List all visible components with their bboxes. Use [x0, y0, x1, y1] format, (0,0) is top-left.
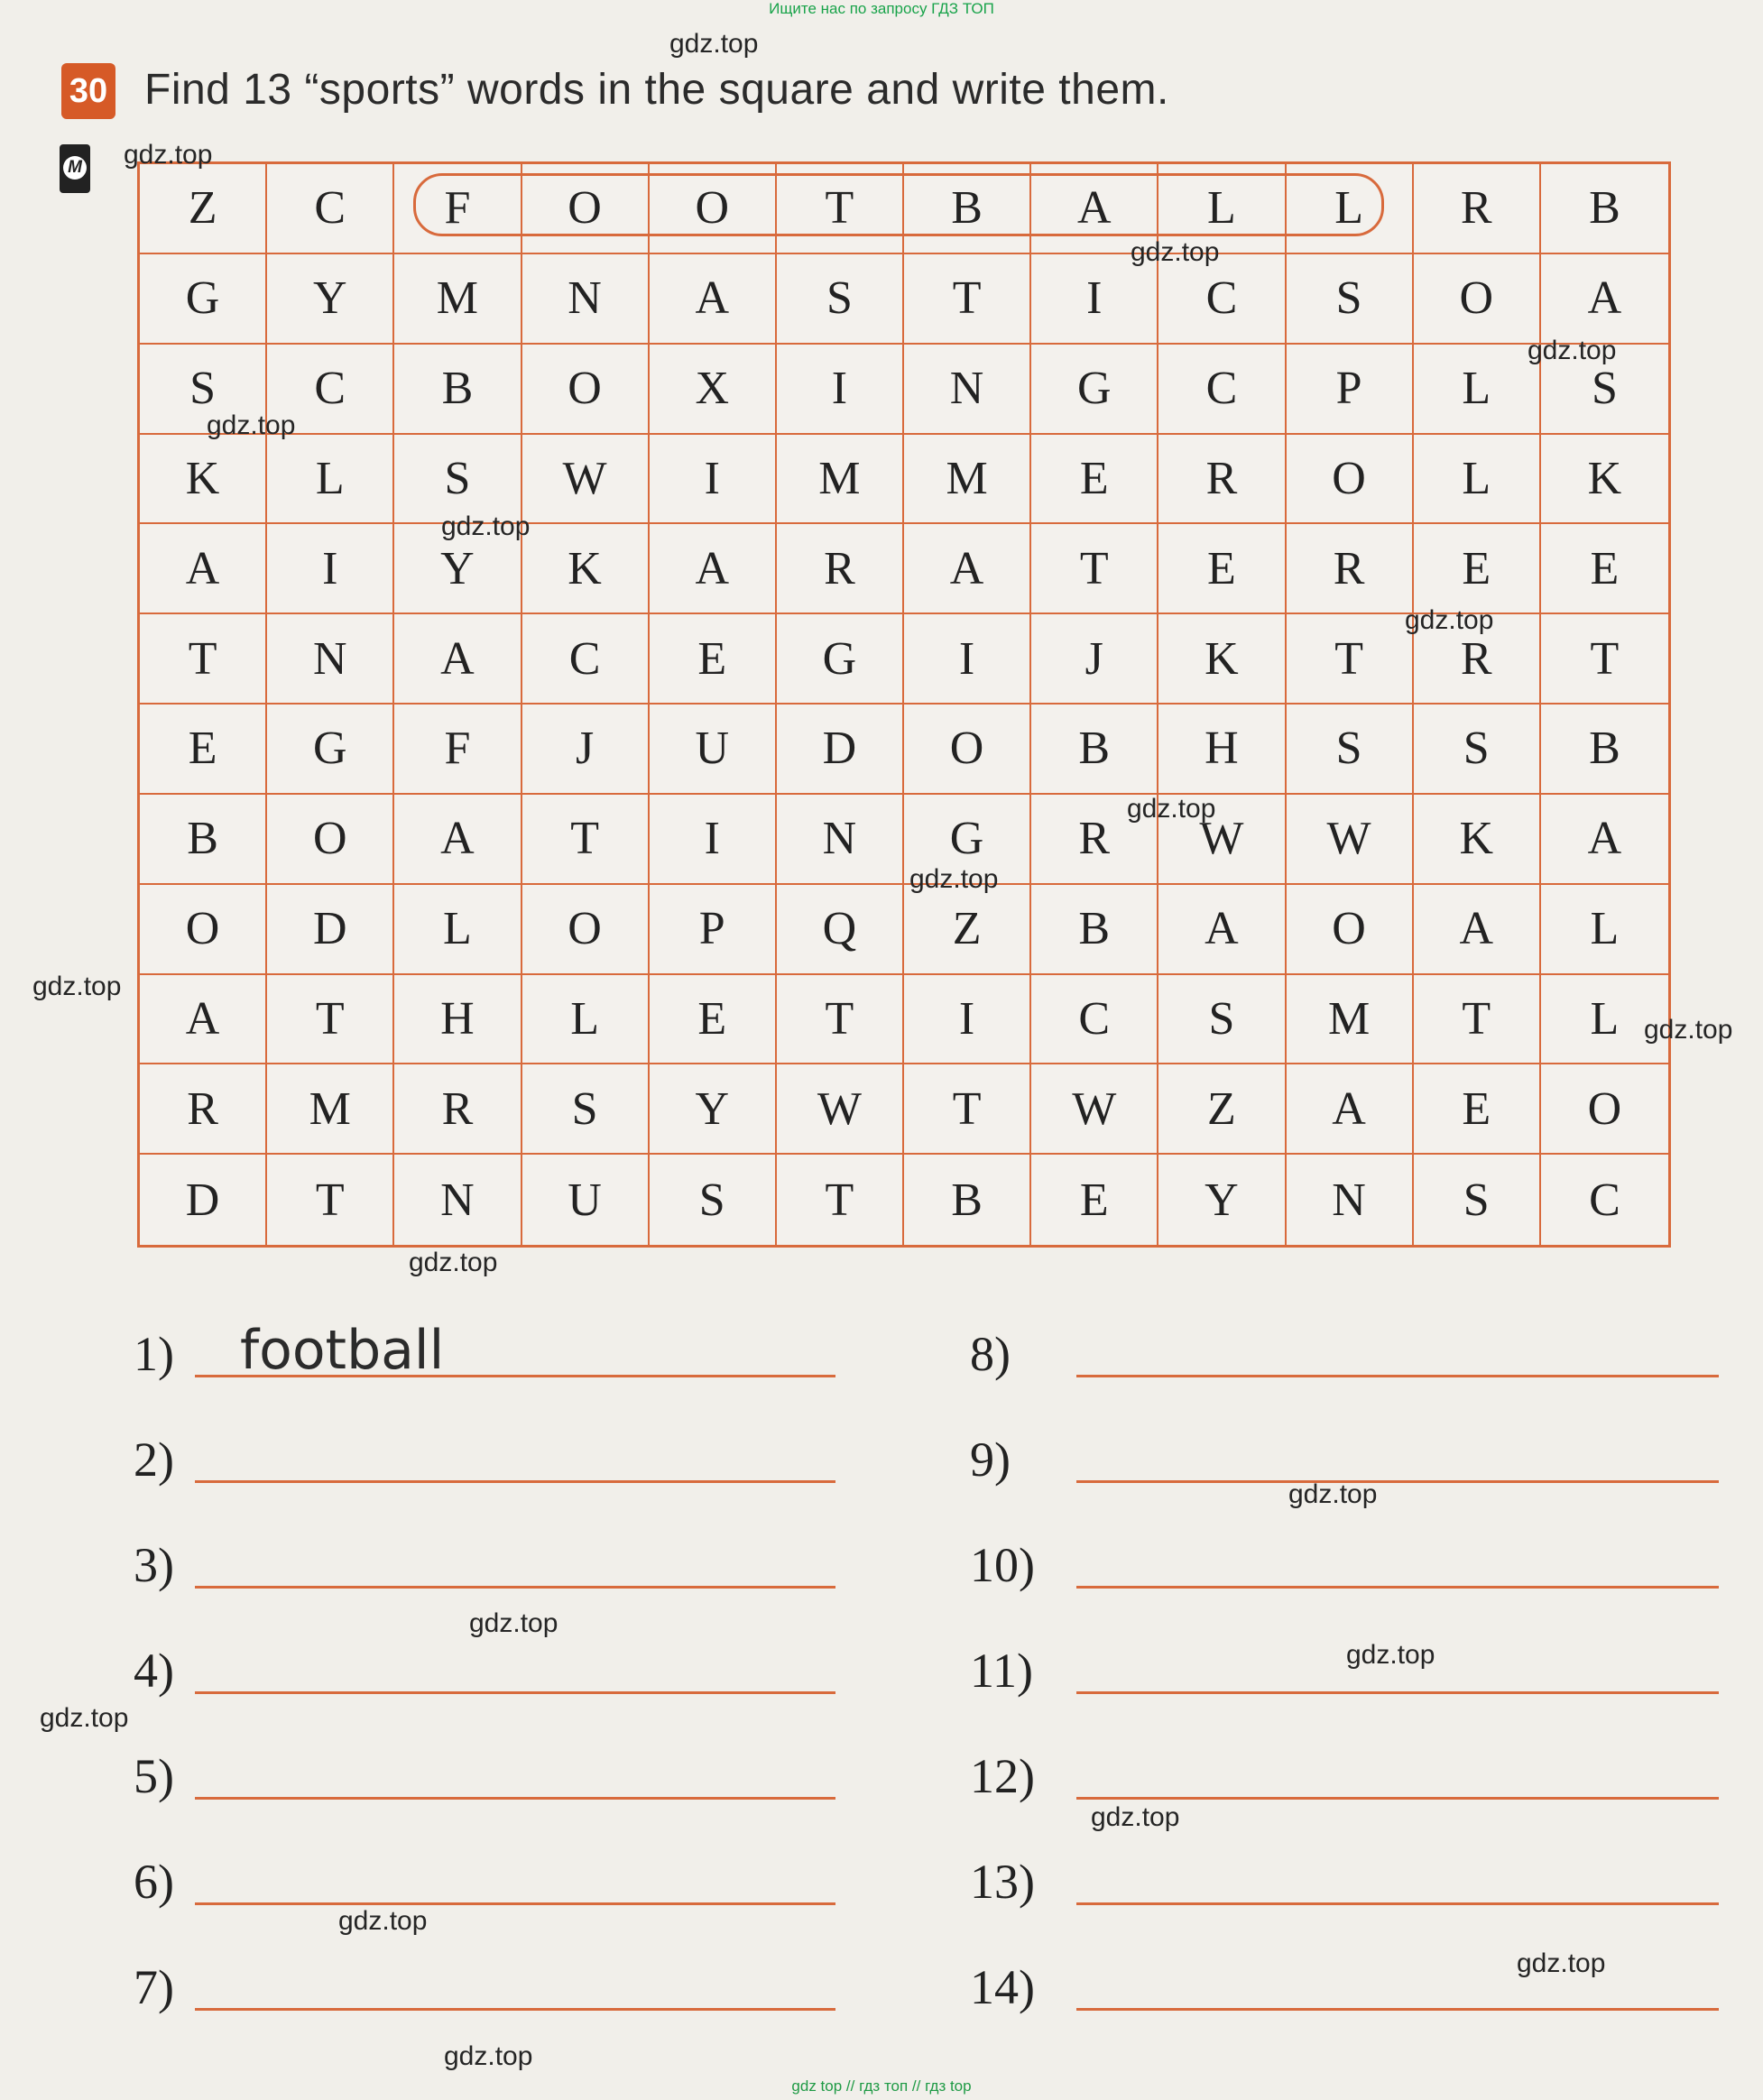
grid-cell: A	[904, 524, 1031, 614]
grid-cell: N	[394, 1155, 522, 1245]
watermark: gdz.top	[1528, 336, 1617, 365]
grid-cell: L	[394, 885, 522, 975]
answer-line[interactable]	[195, 1902, 835, 1905]
grid-cell: S	[394, 435, 522, 525]
answer-number: 12)	[970, 1749, 1035, 1803]
answer-line[interactable]	[1076, 2008, 1719, 2011]
grid-cell: L	[1158, 164, 1286, 254]
answer-line[interactable]	[1076, 1797, 1719, 1800]
watermark: gdz.top	[207, 410, 296, 440]
grid-cell: J	[522, 705, 650, 795]
answer-number: 2)	[134, 1432, 174, 1487]
answer-number: 10)	[970, 1538, 1035, 1592]
grid-cell: D	[140, 1155, 267, 1245]
grid-cell: A	[140, 524, 267, 614]
grid-cell: F	[394, 705, 522, 795]
grid-cell: A	[1541, 254, 1668, 345]
grid-cell: T	[1414, 975, 1541, 1065]
grid-cell: L	[1414, 435, 1541, 525]
bottom-note: gdz top // гдз топ // гдз top	[791, 2077, 972, 2095]
grid-cell: A	[140, 975, 267, 1065]
grid-cell: S	[650, 1155, 777, 1245]
watermark: gdz.top	[1091, 1802, 1180, 1832]
grid-cell: N	[267, 614, 394, 705]
grid-cell: T	[904, 254, 1031, 345]
grid-cell: H	[394, 975, 522, 1065]
grid-cell: K	[1414, 795, 1541, 885]
grid-cell: I	[267, 524, 394, 614]
answer-number: 8)	[970, 1327, 1011, 1381]
grid-cell: A	[1031, 164, 1158, 254]
watermark: gdz.top	[444, 2041, 533, 2071]
grid-cell: W	[777, 1064, 904, 1155]
grid-cell: M	[1287, 975, 1414, 1065]
answer-handwritten: football	[240, 1319, 445, 1382]
grid-cell: E	[1414, 1064, 1541, 1155]
grid-cell: T	[1287, 614, 1414, 705]
grid-cell: A	[1541, 795, 1668, 885]
answer-number: 7)	[134, 1960, 174, 2014]
grid-cell: N	[1287, 1155, 1414, 1245]
grid-cell: R	[1158, 435, 1286, 525]
grid-cell: M	[904, 435, 1031, 525]
grid-cell: S	[1287, 254, 1414, 345]
answer-line[interactable]	[1076, 1902, 1719, 1905]
grid-cell: I	[904, 975, 1031, 1065]
grid-cell: I	[777, 345, 904, 435]
grid-cell: S	[777, 254, 904, 345]
grid-cell: N	[522, 254, 650, 345]
grid-cell: R	[1287, 524, 1414, 614]
watermark: gdz.top	[32, 972, 122, 1001]
watermark: gdz.top	[338, 1906, 428, 1936]
exercise-instruction: Find 13 “sports” words in the square and write them.	[144, 66, 1169, 114]
word-search-grid	[137, 161, 1671, 1248]
grid-cell: A	[1158, 885, 1286, 975]
watermark: gdz.top	[1346, 1640, 1435, 1670]
grid-cell: Z	[140, 164, 267, 254]
grid-cell: O	[1287, 885, 1414, 975]
grid-cell: S	[1414, 705, 1541, 795]
grid-cell: Q	[777, 885, 904, 975]
answer-line[interactable]	[195, 1691, 835, 1694]
exercise-number-badge: 30	[61, 63, 115, 119]
grid-cell: C	[267, 345, 394, 435]
grid-cell: O	[140, 885, 267, 975]
answer-line[interactable]	[1076, 1480, 1719, 1483]
grid-cell: U	[522, 1155, 650, 1245]
grid-cell: O	[522, 164, 650, 254]
watermark: gdz.top	[1288, 1479, 1378, 1509]
grid-cell: R	[394, 1064, 522, 1155]
grid-cell: O	[1414, 254, 1541, 345]
grid-cell: M	[777, 435, 904, 525]
grid-cell: L	[1541, 885, 1668, 975]
grid-cell: X	[650, 345, 777, 435]
grid-cell: A	[394, 795, 522, 885]
watermark: gdz.top	[1405, 605, 1494, 635]
grid-cell: C	[1031, 975, 1158, 1065]
watermark: gdz.top	[1127, 794, 1216, 824]
grid-cell: C	[267, 164, 394, 254]
grid-cell: D	[267, 885, 394, 975]
grid-cell: L	[1287, 164, 1414, 254]
answer-number: 9)	[970, 1432, 1011, 1487]
grid-cell: E	[1541, 524, 1668, 614]
m-icon	[60, 144, 90, 193]
grid-cell: I	[904, 614, 1031, 705]
grid-cell: T	[522, 795, 650, 885]
grid-cell: E	[1158, 524, 1286, 614]
watermark: gdz.top	[1644, 1015, 1733, 1045]
grid-cell: R	[1414, 614, 1541, 705]
answer-number: 14)	[970, 1960, 1035, 2014]
grid-cell: N	[904, 345, 1031, 435]
grid-cell: L	[522, 975, 650, 1065]
grid-cell: Y	[650, 1064, 777, 1155]
answer-number: 1)	[134, 1327, 174, 1381]
grid-cell: K	[522, 524, 650, 614]
grid-cell: K	[1541, 435, 1668, 525]
grid-cell: B	[1541, 705, 1668, 795]
grid-cell: E	[650, 614, 777, 705]
grid-cell: A	[394, 614, 522, 705]
answer-line[interactable]	[195, 2008, 835, 2011]
grid-cell: D	[777, 705, 904, 795]
answer-line[interactable]	[1076, 1691, 1719, 1694]
watermark: gdz.top	[909, 864, 999, 894]
grid-cell: E	[140, 705, 267, 795]
grid-cell: T	[777, 975, 904, 1065]
grid-cell: M	[267, 1064, 394, 1155]
grid-cell: L	[267, 435, 394, 525]
watermark: gdz.top	[1517, 1948, 1606, 1978]
grid-cell: A	[1414, 885, 1541, 975]
grid-cell: S	[1541, 345, 1668, 435]
grid-cell: W	[1158, 795, 1286, 885]
answer-line[interactable]	[195, 1586, 835, 1589]
grid-cell: C	[1158, 254, 1286, 345]
answer-line[interactable]	[195, 1480, 835, 1483]
grid-cell: O	[1541, 1064, 1668, 1155]
grid-cell: B	[1541, 164, 1668, 254]
grid-cell: Z	[904, 885, 1031, 975]
grid-cell: O	[522, 345, 650, 435]
grid-cell: M	[394, 254, 522, 345]
grid-cell: A	[1287, 1064, 1414, 1155]
grid-cell: T	[777, 1155, 904, 1245]
grid-cell: O	[522, 885, 650, 975]
grid-cell: B	[1031, 705, 1158, 795]
grid-cell: G	[777, 614, 904, 705]
grid-cell: W	[1031, 1064, 1158, 1155]
grid-cell: E	[1414, 524, 1541, 614]
grid-cell: I	[1031, 254, 1158, 345]
grid-cell: B	[394, 345, 522, 435]
grid-cell: F	[394, 164, 522, 254]
grid-cell: S	[1287, 705, 1414, 795]
grid-cell: Z	[1158, 1064, 1286, 1155]
grid-cell: S	[140, 345, 267, 435]
grid-cell: A	[650, 524, 777, 614]
grid-cell: Y	[1158, 1155, 1286, 1245]
watermark: gdz.top	[40, 1703, 129, 1733]
grid-cell: I	[650, 435, 777, 525]
grid-cell: C	[1589, 1174, 1620, 1226]
grid-cell: R	[140, 1064, 267, 1155]
grid-cell: T	[904, 1064, 1031, 1155]
grid-cell: R	[1414, 164, 1541, 254]
grid-cell: Y	[394, 524, 522, 614]
grid-cell: O	[1287, 435, 1414, 525]
grid-cell: E	[1031, 435, 1158, 525]
grid-cell: T	[777, 164, 904, 254]
grid-cell: G	[1031, 345, 1158, 435]
grid-cell: U	[650, 705, 777, 795]
watermark: gdz.top	[409, 1248, 498, 1277]
answer-number: 4)	[134, 1644, 174, 1698]
grid-cell: T	[267, 1155, 394, 1245]
grid-cell: G	[267, 705, 394, 795]
grid-cell: O	[267, 795, 394, 885]
grid-cell: C	[522, 614, 650, 705]
grid-cell: O	[904, 705, 1031, 795]
grid-cell: E	[1031, 1155, 1158, 1245]
grid-cell: B	[904, 1155, 1031, 1245]
grid-cell: O	[650, 164, 777, 254]
grid-cell: G	[140, 254, 267, 345]
grid-cell: B	[904, 164, 1031, 254]
grid-cell: K	[140, 435, 267, 525]
grid-cell: T	[267, 975, 394, 1065]
grid-cell: T	[1541, 614, 1668, 705]
grid-cell: P	[650, 885, 777, 975]
m-icon-letter: M	[63, 156, 87, 180]
grid-cell: P	[1287, 345, 1414, 435]
grid-cell: R	[1031, 795, 1158, 885]
answer-number: 13)	[970, 1855, 1035, 1909]
watermark: gdz.top	[441, 511, 531, 541]
grid-cell: B	[1031, 885, 1158, 975]
watermark: gdz.top	[1131, 237, 1220, 267]
grid-cell: S	[522, 1064, 650, 1155]
top-note: Ищите нас по запросу ГДЗ ТОП	[769, 0, 994, 17]
grid-cell: C	[1158, 345, 1286, 435]
grid-cell: L	[1541, 975, 1668, 1065]
grid-cell: R	[777, 524, 904, 614]
answer-number: 5)	[134, 1749, 174, 1803]
grid-cell: S	[1414, 1155, 1541, 1245]
grid-cell: W	[522, 435, 650, 525]
grid-cell: T	[1031, 524, 1158, 614]
answer-line[interactable]	[1076, 1375, 1719, 1377]
watermark: gdz.top	[124, 140, 213, 170]
grid-cell: W	[1287, 795, 1414, 885]
grid-cell: H	[1158, 705, 1286, 795]
grid-cell: S	[1158, 975, 1286, 1065]
grid-cell: G	[904, 795, 1031, 885]
grid-cell: K	[1158, 614, 1286, 705]
grid-cell: A	[650, 254, 777, 345]
grid-cell: N	[777, 795, 904, 885]
answer-number: 6)	[134, 1855, 174, 1909]
grid-cell: L	[1414, 345, 1541, 435]
grid-cell: Y	[267, 254, 394, 345]
answer-line[interactable]	[1076, 1586, 1719, 1589]
grid-cell: T	[140, 614, 267, 705]
answer-number: 11)	[970, 1644, 1033, 1698]
grid-cell: J	[1031, 614, 1158, 705]
grid-cell: B	[140, 795, 267, 885]
grid-cell: I	[650, 795, 777, 885]
answer-number: 3)	[134, 1538, 174, 1592]
grid-cell: E	[650, 975, 777, 1065]
watermark: gdz.top	[669, 29, 759, 59]
answer-line[interactable]	[195, 1797, 835, 1800]
watermark: gdz.top	[469, 1608, 558, 1638]
